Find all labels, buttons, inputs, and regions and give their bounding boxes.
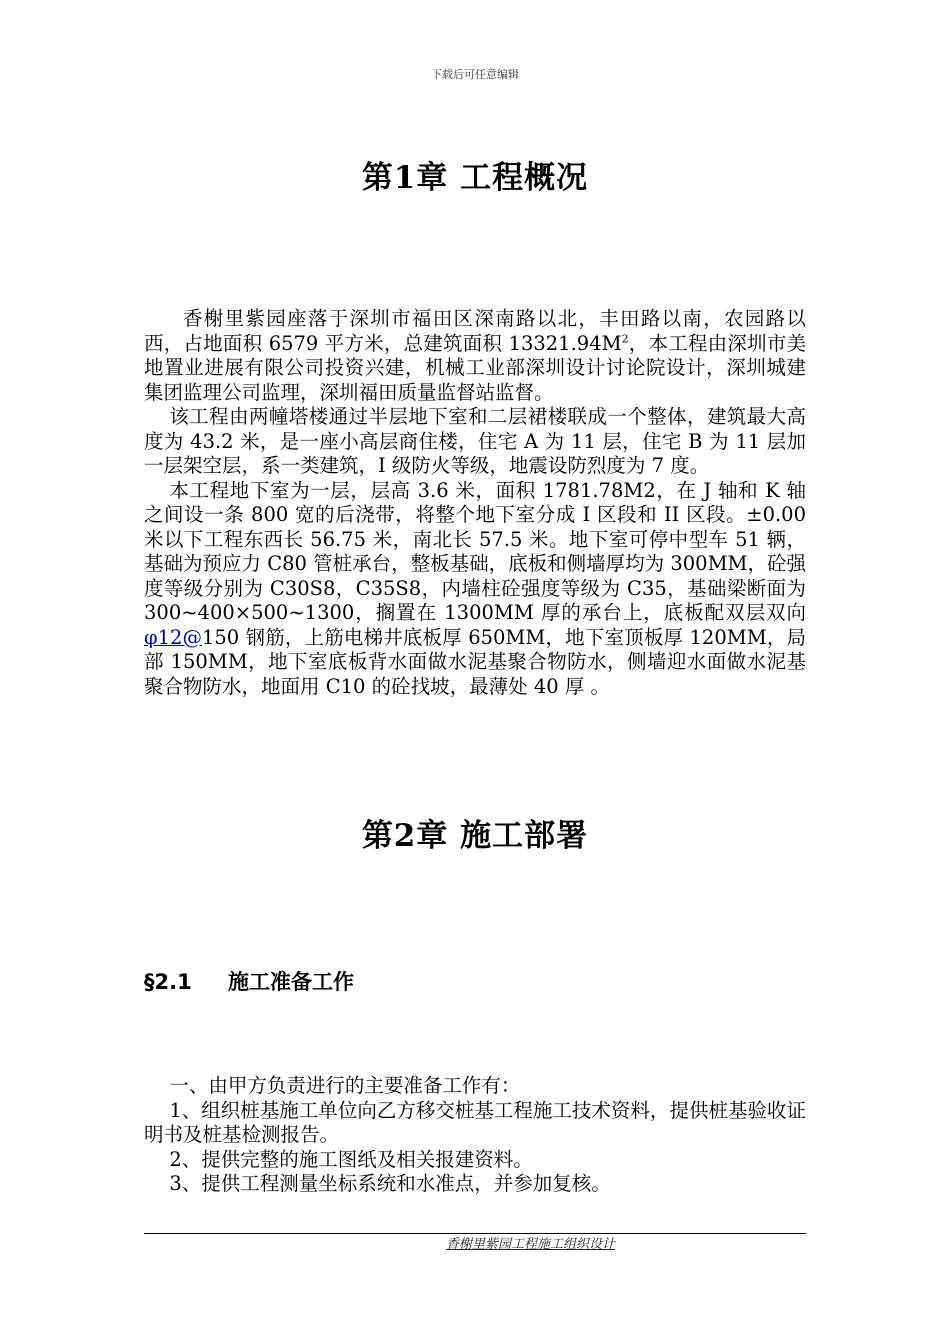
page-header-note: 下载后可任意编辑 bbox=[431, 68, 519, 81]
overview-paragraph-3 bbox=[144, 479, 806, 700]
preparation-list bbox=[144, 1074, 806, 1197]
overview-p1-text-cont: ，本工程由深圳市美地置业进展有限公司投资兴建，机械工业部深圳设计讨论院设计，深圳城建集团监理公司监理，深圳福田质量监督站监督。 bbox=[144, 331, 806, 404]
prep-line-2: 1、组织桩基施工单位向乙方移交桩基工程施工技术资料，提供桩基验收证明书及桩基检测报告。 bbox=[144, 1098, 806, 1146]
chapter-1-title: 第1章 工程概况 bbox=[361, 160, 589, 196]
superscript-2: 2 bbox=[621, 332, 629, 345]
overview-paragraph-1 bbox=[144, 307, 806, 405]
prep-line-1: 一、由甲方负责进行的主要准备工作有： bbox=[169, 1074, 521, 1097]
prep-line-3: 2、提供完整的施工图纸及相关报建资料。 bbox=[169, 1147, 533, 1171]
rebar-spec-link[interactable]: φ12@ bbox=[144, 625, 202, 649]
overview-p1-text: 香榭里紫园座落于深圳市福田区深南路以北，丰田路以南，农园路以西，占地面积 6579 平方米，总建筑面积 13321.94M bbox=[144, 307, 806, 355]
project-overview-text bbox=[144, 307, 806, 699]
chapter-2-title: 第2章 施工部署 bbox=[361, 818, 589, 854]
prep-line-4: 3、提供工程测量坐标系统和水准点，并参加复核。 bbox=[169, 1172, 611, 1195]
section-title: 施工准备工作 bbox=[228, 970, 354, 994]
overview-paragraph-2: 该工程由两幢塔楼通过半层地下室和二层裙楼联成一个整体，建筑最大高度为 43.2 米，是一座小高层商住楼，住宅 A 为 11 层，住宅 B 为 11 层加一层架空层，系一类建筑，I 级防火等级，地震设防烈度为 7 度。 bbox=[144, 405, 806, 477]
section-2-1-heading bbox=[144, 966, 354, 996]
section-number: §2.1 bbox=[144, 970, 192, 994]
footer-title: 香榭里紫园工程施工组织设计 bbox=[446, 1237, 616, 1252]
overview-p3-text: 本工程地下室为一层，层高 3.6 米，面积 1781.78M2，在 J 轴和 K 轴之间设一条 800 宽的后浇带，将整个地下室分成 I 区段和 II 区段。±0.00 米以下工程东西长 56.75 米，南北长 57.5 米。地下室可停中型车 51 辆，基础为预应力 C80 管桩承台，整板基础，底板和侧墙厚均为 300MM，砼强度等级分别为 C30S8，C35S8，内墙柱砼强度等级为 C35，基础梁断面为 300~400×500~1300，搁置在 1300MM 厚的承台上，底板配双层双向 bbox=[144, 478, 806, 624]
overview-p3-text-cont: 150 钢筋，上筋电梯井底板厚 650MM，地下室顶板厚 120MM，局部 150MM，地下室底板背水面做水泥基聚合物防水，侧墙迎水面做水泥基聚合物防水，地面用 C10 的砼找坡，最薄处 40 厚 。 bbox=[144, 625, 806, 698]
